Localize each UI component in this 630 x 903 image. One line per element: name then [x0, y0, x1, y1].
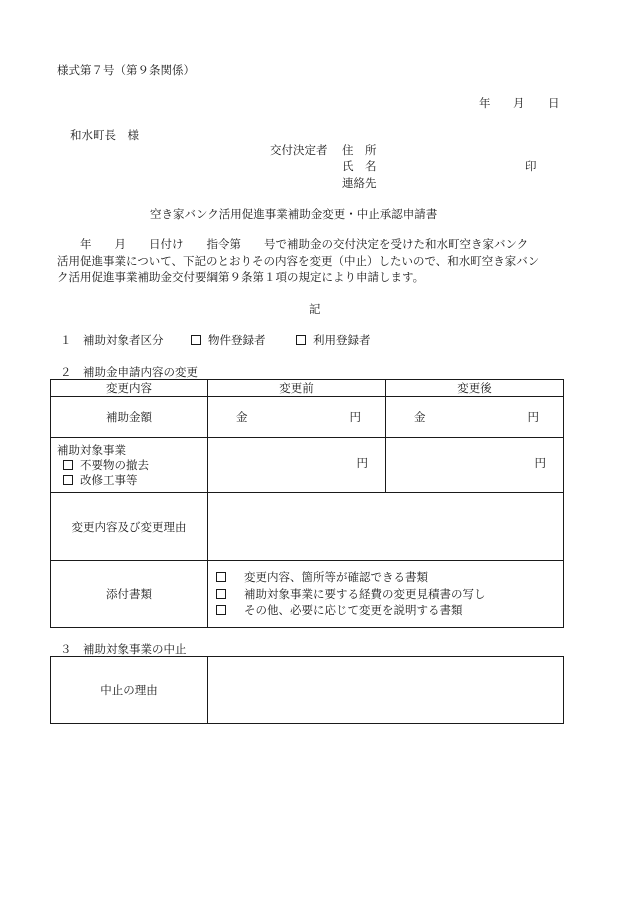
checkbox-icon[interactable] [296, 335, 306, 345]
form-number: 様式第７号（第９条関係） [57, 63, 195, 77]
project-before-cell[interactable] [208, 438, 386, 493]
reason-row-label: 変更内容及び変更理由 [51, 493, 208, 561]
option-label: 利用登録者 [313, 333, 371, 347]
name-label: 氏 名 [342, 159, 377, 173]
option-property-registrant[interactable] [191, 333, 266, 347]
checkbox-icon[interactable] [63, 475, 73, 485]
project-row-label: 補助対象事業 [57, 442, 126, 457]
checkbox-icon[interactable] [63, 460, 73, 470]
section2-heading: ２ 補助金申請内容の変更 [60, 365, 198, 379]
yen-label: 円 [527, 410, 539, 424]
option-label: 不要物の撤去 [80, 457, 149, 472]
document-title: 空き家バンク活用促進事業補助金変更・中止承認申請書 [150, 207, 438, 221]
date-year-label: 年 [479, 96, 491, 110]
addressee: 和水町長 様 [70, 128, 139, 142]
option-label: 物件登録者 [208, 333, 266, 347]
cancellation-reason-label: 中止の理由 [51, 657, 208, 724]
reason-input-cell[interactable] [208, 493, 564, 561]
amount-after-cell[interactable] [386, 397, 564, 438]
cancellation-reason-input-cell[interactable] [208, 657, 564, 724]
checkbox-icon[interactable] [216, 605, 226, 615]
cancellation-table [50, 656, 564, 724]
column-header: 変更後 [386, 380, 564, 397]
attachment-item[interactable] [216, 586, 563, 603]
project-option-renovation[interactable] [57, 473, 207, 488]
section1-heading: １ 補助対象者区分 [60, 333, 164, 347]
yen-label: 円 [534, 456, 546, 470]
checkbox-icon[interactable] [216, 589, 226, 599]
ki-heading: 記 [309, 302, 321, 316]
change-table [50, 379, 564, 628]
checkbox-icon[interactable] [216, 572, 226, 582]
body-line-1: 年 月 日付け 指令第 号で補助金の交付決定を受けた和水町空き家バンク [57, 237, 529, 251]
checkbox-icon[interactable] [191, 335, 201, 345]
amount-row-label: 補助金額 [51, 397, 208, 438]
attachment-item[interactable] [216, 602, 563, 619]
body-line-2: 活用促進事業について、下記のとおりその内容を変更（中止）したいので、和水町空き家バン [57, 254, 540, 268]
kin-label: 金 [414, 410, 426, 424]
project-after-cell[interactable] [386, 438, 564, 493]
attachment-text: 補助対象事業に要する経費の変更見積書の写し [244, 586, 486, 601]
body-line-3: ク活用促進事業補助金交付要綱第９条第１項の規定により申請します。 [57, 270, 425, 284]
contact-label: 連絡先 [342, 176, 377, 190]
section3-heading: ３ 補助対象事業の中止 [60, 642, 187, 656]
option-label: 改修工事等 [80, 472, 138, 487]
column-header: 変更内容 [51, 380, 208, 397]
amount-before-cell[interactable] [208, 397, 386, 438]
column-header: 変更前 [208, 380, 386, 397]
option-user-registrant[interactable] [296, 333, 371, 347]
project-option-removal[interactable] [57, 458, 207, 473]
yen-label: 円 [349, 410, 361, 424]
date-month-label: 月 [513, 96, 525, 110]
attachments-cell [208, 561, 564, 628]
attachment-text: その他、必要に応じて変更を説明する書類 [244, 603, 463, 618]
applicant-role-label: 交付決定者 [270, 143, 328, 157]
attachment-item[interactable] [216, 569, 563, 586]
seal-label: 印 [525, 159, 537, 173]
kin-label: 金 [236, 410, 248, 424]
attachment-text: 変更内容、箇所等が確認できる書類 [244, 570, 428, 585]
project-row-label-cell [51, 438, 208, 493]
date-day-label: 日 [548, 96, 560, 110]
yen-label: 円 [356, 456, 368, 470]
attachments-label: 添付書類 [51, 561, 208, 628]
address-label: 住 所 [342, 143, 377, 157]
